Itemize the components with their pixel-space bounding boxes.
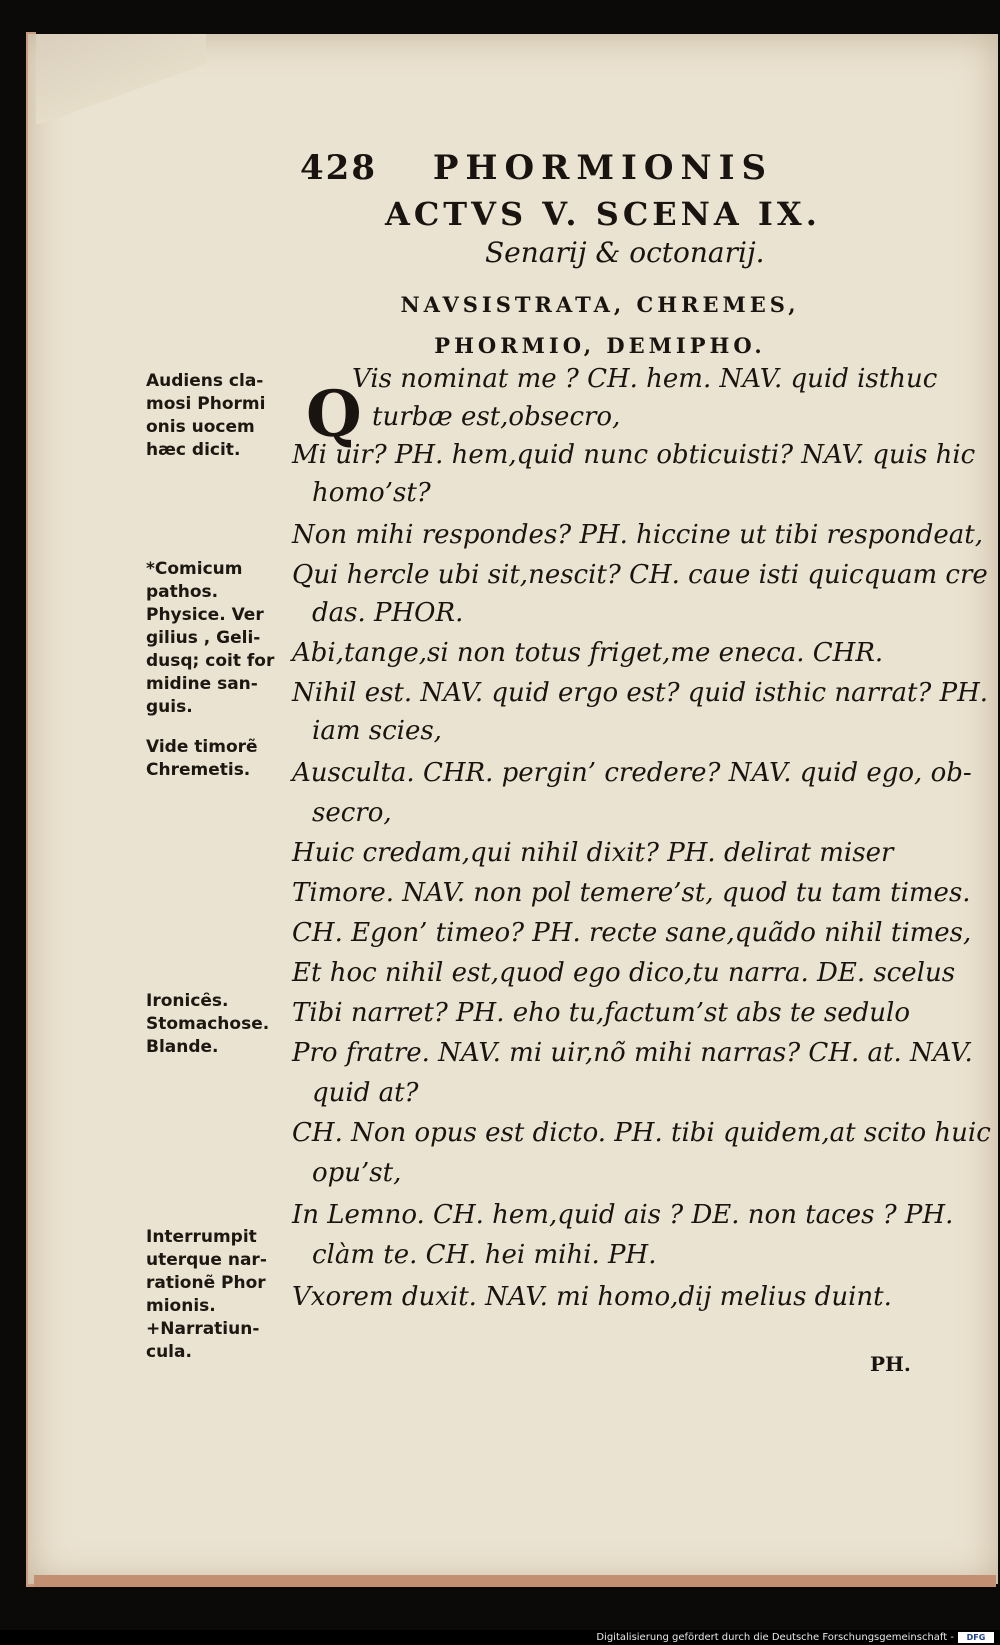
verse-line: Huic credam,qui nihil dixit? PH. delirat miser <box>292 838 894 868</box>
margin-note <box>146 558 274 719</box>
verse-line: quid at? <box>312 1078 419 1108</box>
catchword: PH. <box>870 1352 911 1376</box>
personae-line: NAVSISTRATA, CHREMES, <box>400 292 800 317</box>
verse-line: Nihil est. NAV. quid ergo est? quid isthic narrat? PH. <box>292 678 989 708</box>
dfg-logo-icon: DFG <box>958 1632 994 1643</box>
verse-line: das. PHOR. <box>312 598 464 628</box>
margin-note <box>146 990 269 1059</box>
verse-line: Vxorem duxit. NAV. mi homo,dij melius duint. <box>292 1282 892 1312</box>
verse-line: CH. Non opus est dicto. PH. tibi quidem,at scito huic <box>292 1118 991 1148</box>
verse-line: turbæ est,obsecro, <box>372 402 621 432</box>
verse-line: clàm te. CH. hei mihi. PH. <box>312 1240 657 1270</box>
margin-note <box>146 1226 267 1364</box>
page-bottom-edge <box>34 1575 996 1587</box>
margin-note <box>146 370 265 462</box>
act-scene-heading: ACTVS V. SCENA IX. <box>385 195 821 233</box>
verse-line: Ausculta. CHR. pergin’ credere? NAV. quid ego, ob- <box>292 758 972 788</box>
verse-line: Timore. NAV. non pol temere’st, quod tu tam times. <box>292 878 971 908</box>
verse-line: opu’st, <box>312 1158 402 1188</box>
margin-note-text: Audiens cla- mosi Phormi onis uocem hæc dicit. <box>146 371 266 460</box>
verse-line: Mi uir? PH. hem,quid nunc obticuisti? NAV. quis hic <box>292 440 976 470</box>
page-header <box>300 148 860 188</box>
page-number: 428 <box>300 148 377 188</box>
running-title: PHORMIONIS <box>432 148 774 188</box>
margin-note-text: Interrumpit uterque nar- rationẽ Phor mionis. +Narratiun- cula. <box>146 1227 267 1362</box>
verse-line: Pro fratre. NAV. mi uir,nõ mihi narras? CH. at. NAV. <box>292 1038 973 1068</box>
verse-line: Non mihi respondes? PH. hiccine ut tibi respondeat, <box>292 520 983 550</box>
verse-line: Vis nominat me ? CH. hem. NAV. quid isthuc <box>352 364 938 394</box>
verse-line: CH. Egon’ timeo? PH. recte sane,quãdo nihil times, <box>292 918 972 948</box>
margin-note-text: Ironicȇs. Stomachose. Blande. <box>146 991 270 1057</box>
folded-corner <box>36 34 206 124</box>
verse-line: Et hoc nihil est,quod ego dico,tu narra. DE. scelus <box>292 958 956 988</box>
margin-note-text: *Comicum pathos. Physice. Ver gilius , Geli- dusq; coit for midine san- guis. <box>146 559 275 717</box>
dramatis-personae <box>370 284 830 366</box>
margin-note <box>146 736 258 782</box>
verse-line: iam scies, <box>312 716 442 746</box>
personae-line: PHORMIO, DEMIPHO. <box>434 333 766 358</box>
drop-cap: Q <box>306 377 362 452</box>
margin-note-text: Vide timorẽ Chremetis. <box>146 737 258 780</box>
meter-note: Senarij & octonarij. <box>485 236 765 269</box>
verse-line: In Lemno. CH. hem,quid ais ? DE. non taces ? PH. <box>292 1200 954 1230</box>
verse-line: homo’st? <box>312 478 431 508</box>
verse-line: Qui hercle ubi sit,nescit? CH. caue isti quicquam cre <box>292 560 988 590</box>
verse-line: Tibi narret? PH. eho tu,factum’st abs te sedulo <box>292 998 911 1028</box>
digitization-credit: Digitalisierung gefördert durch die Deutsche Forschungsgemeinschaft - <box>596 1632 954 1643</box>
verse-line: secro, <box>312 798 392 828</box>
verse-line: Abi,tange,si non totus friget,me eneca. CHR. <box>292 638 884 668</box>
